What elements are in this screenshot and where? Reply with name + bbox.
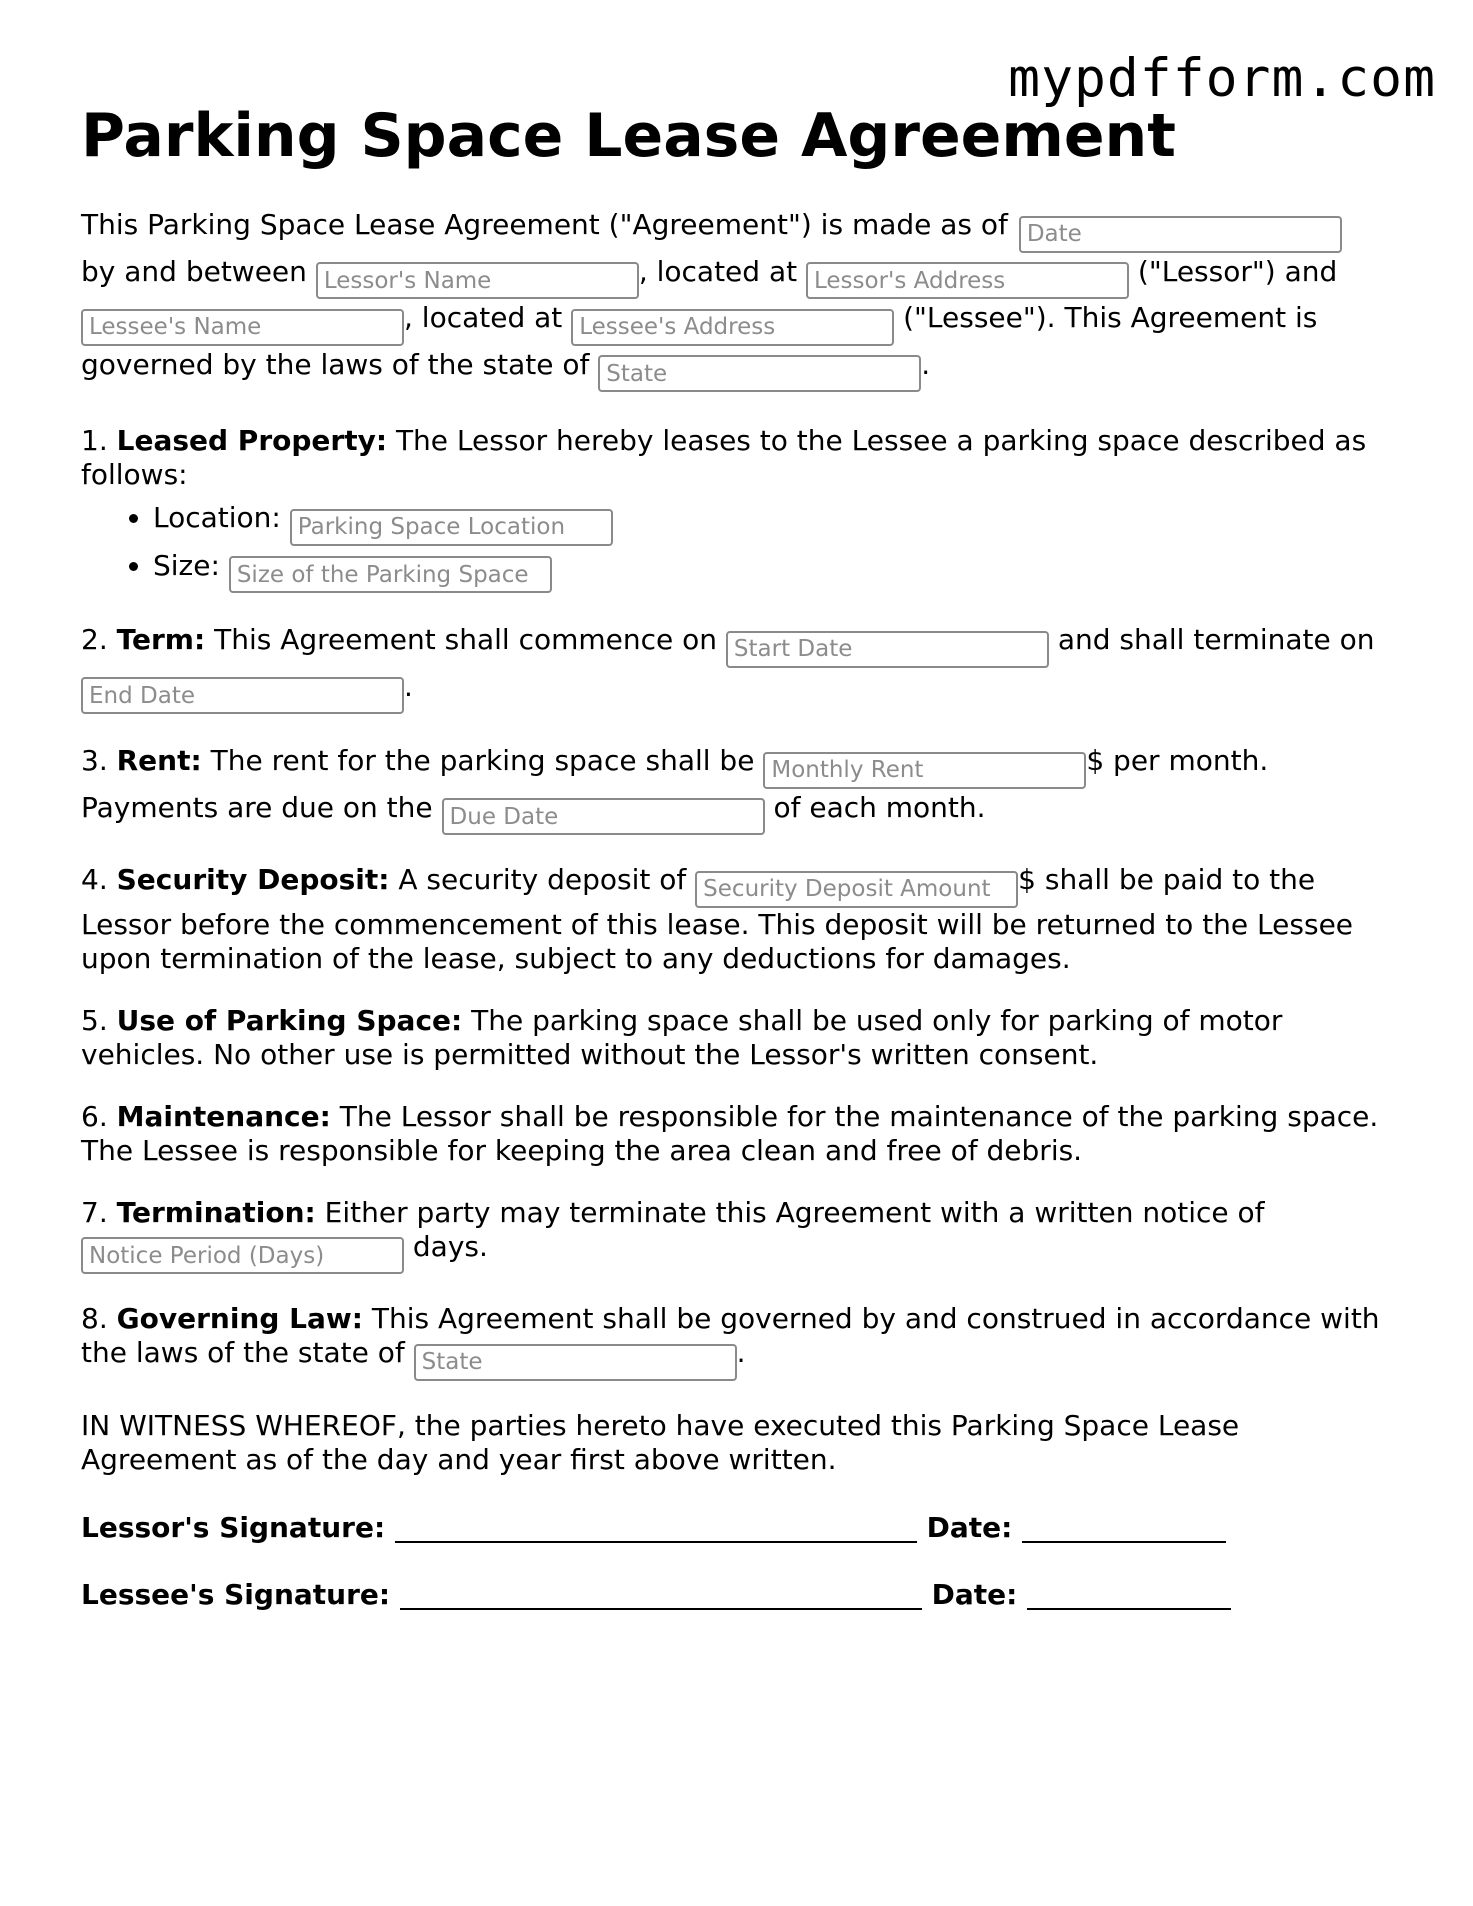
start-date-field[interactable] (726, 631, 1049, 668)
section-number: 8. (81, 1302, 108, 1335)
section-security-deposit (81, 863, 1401, 976)
due-date-field[interactable] (442, 798, 765, 835)
section-rent (81, 742, 1401, 835)
section-text: and shall terminate on (1057, 623, 1375, 656)
section-text: A security deposit of (398, 863, 687, 896)
section-text: $ per month. Payments are due on the (81, 744, 1269, 824)
section-termination (81, 1196, 1401, 1275)
location-label: Location: (153, 501, 281, 534)
section-heading: Term: (116, 623, 206, 656)
section-number: 6. (81, 1099, 108, 1133)
section-number: 2. (81, 623, 108, 656)
section-number: 7. (81, 1195, 108, 1229)
section-text: This Agreement shall commence on (214, 623, 718, 656)
section-text: $ shall be paid to the Lessor before the commencement of this lease. This deposit will be returned to the Lessee upon termination of the lease, subject to any deductions for damages. (81, 863, 1354, 975)
section-text: The Lessor shall be responsible for the maintenance of the parking space. The Lessee is responsible for keeping the area clean and free of debris. (81, 1099, 1379, 1167)
section-heading: Security Deposit: (116, 863, 390, 896)
section-heading: Leased Property: (116, 424, 388, 457)
list-item (153, 498, 1401, 546)
lessor-name-field[interactable] (316, 262, 639, 299)
section-text: of each month. (773, 790, 986, 824)
property-details-list (81, 498, 1401, 593)
lessee-date-line[interactable] (1027, 1580, 1231, 1610)
security-deposit-field[interactable] (695, 871, 1018, 908)
intro-text: ("Lessee"). This Agreement is governed by the laws of the state of (81, 301, 1318, 381)
section-text: Either party may terminate this Agreement with a written notice of (324, 1195, 1265, 1229)
section-text: The rent for the parking space shall be (210, 744, 755, 777)
section-use (81, 1004, 1401, 1072)
document-title: Parking Space Lease Agreement (81, 101, 1176, 171)
intro-text: ("Lessor") and (1137, 254, 1338, 288)
section-heading: Termination: (116, 1195, 316, 1229)
lessor-signature-label: Lessor's Signature: (81, 1510, 386, 1544)
section-number: 4. (81, 863, 108, 896)
intro-text: , located at (638, 254, 798, 288)
lessee-signature-row (81, 1576, 1401, 1613)
lessee-signature-line[interactable] (400, 1580, 922, 1610)
intro-text: . (921, 347, 931, 381)
lessor-signature-line[interactable] (395, 1513, 917, 1543)
end-date-field[interactable] (81, 677, 404, 714)
document (81, 100, 1401, 1643)
section-number: 3. (81, 744, 108, 777)
parking-size-field[interactable] (229, 556, 552, 593)
witness-paragraph (81, 1409, 1401, 1477)
section-text: . (736, 1336, 746, 1369)
section-text: days. (412, 1229, 488, 1263)
lessor-signature-row (81, 1509, 1401, 1546)
size-label: Size: (153, 548, 220, 582)
notice-period-field[interactable] (81, 1237, 404, 1274)
lessor-date-line[interactable] (1022, 1513, 1226, 1543)
intro-text: , located at (404, 301, 563, 334)
watermark: mypdfform.com (1008, 48, 1436, 109)
intro-text: This Parking Space Lease Agreement ("Agreement") is made as of (81, 208, 1008, 241)
section-heading: Use of Parking Space: (116, 1003, 463, 1037)
lessee-name-field[interactable] (81, 309, 404, 346)
monthly-rent-field[interactable] (763, 752, 1086, 789)
section-number: 1. (81, 424, 108, 457)
date-label: Date: (926, 1510, 1013, 1544)
section-maintenance (81, 1100, 1401, 1168)
lessee-signature-label: Lessee's Signature: (81, 1577, 391, 1611)
intro-text: by and between (81, 254, 307, 288)
list-item (153, 546, 1401, 594)
lessor-address-field[interactable] (806, 262, 1129, 299)
agreement-date-field[interactable] (1019, 216, 1342, 253)
section-text: This Agreement shall be governed by and construed in accordance with the laws of the state of (81, 1302, 1380, 1369)
section-number: 5. (81, 1003, 108, 1037)
intro-paragraph (81, 206, 1401, 392)
lessee-address-field[interactable] (571, 309, 894, 346)
section-text: The parking space shall be used only for parking of motor vehicles. No other use is permitted without the Lessor's written consent. (81, 1003, 1283, 1071)
section-term (81, 621, 1401, 714)
section-leased-property (81, 424, 1401, 492)
governing-state-field[interactable] (598, 355, 921, 392)
section-heading: Rent: (116, 744, 202, 777)
witness-text: IN WITNESS WHEREOF, the parties hereto have executed this Parking Space Lease Agreement as of the day and year first above written. (81, 1408, 1240, 1476)
section-text: The Lessor hereby leases to the Lessee a parking space described as follows: (81, 424, 1367, 491)
section-governing-law (81, 1302, 1401, 1381)
section-heading: Governing Law: (116, 1302, 363, 1335)
section-heading: Maintenance: (116, 1099, 331, 1133)
section-text: . (404, 669, 413, 703)
parking-location-field[interactable] (290, 509, 613, 546)
date-label: Date: (931, 1577, 1018, 1611)
law-state-field[interactable] (414, 1344, 737, 1381)
